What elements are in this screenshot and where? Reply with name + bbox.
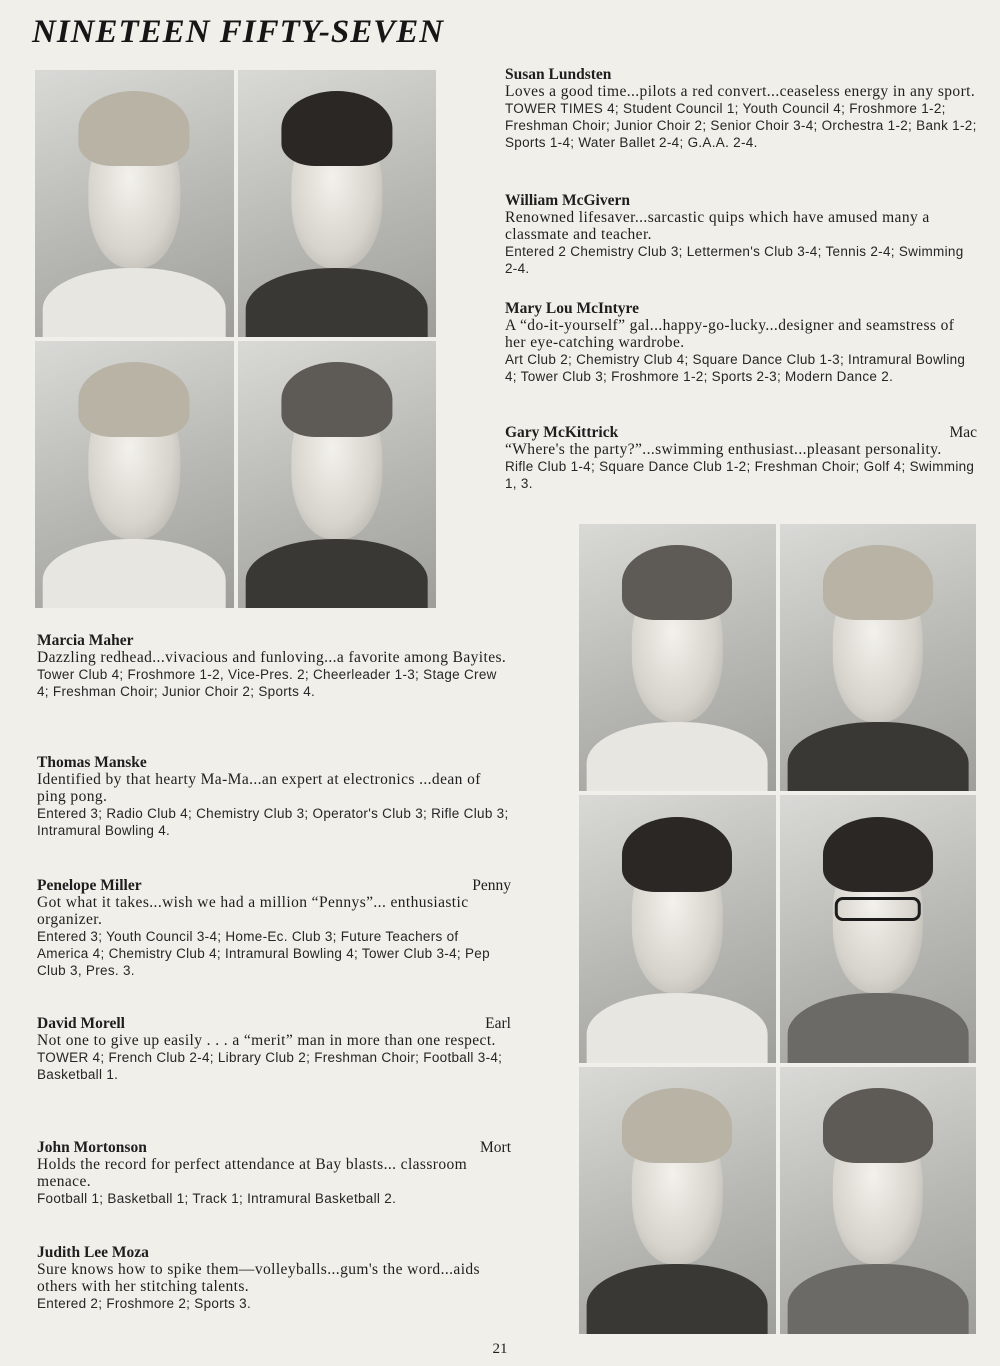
student-activities: Football 1; Basketball 1; Track 1; Intramural Basketball 2. [37, 1191, 397, 1206]
student-entry [505, 66, 977, 151]
student-description: A “do-it-yourself” gal...happy-go-lucky...designer and seamstress of her eye-catching wardrobe. [505, 317, 955, 351]
student-description: “Where's the party?”...swimming enthusiast...pleasant personality. [505, 441, 942, 458]
student-activities: Entered 3; Youth Council 3-4; Home-Ec. Club 3; Future Teachers of America 4; Chemistry Club 4; Intramural Bowling 4; Tower Club 3-4; Pep Club 3, Pres. 3. [37, 929, 490, 978]
student-activities: Art Club 2; Chemistry Club 4; Square Dance Club 1-3; Intramural Bowling 4; Tower Club 3; Froshmore 1-2; Sports 2-3; Modern Dance 2. [505, 352, 966, 384]
student-activities: Rifle Club 1-4; Square Dance Club 1-2; Freshman Choir; Golf 4; Swimming 1, 3. [505, 459, 975, 491]
student-name: Penelope Miller [37, 877, 142, 894]
student-entry [37, 877, 511, 979]
student-name: Susan Lundsten [505, 66, 612, 83]
student-entry [505, 424, 977, 492]
student-description: Loves a good time...pilots a red convert...ceaseless energy in any sport. [505, 83, 976, 100]
student-description: Renowned lifesaver...sarcastic quips which have amused many a classmate and teacher. [505, 209, 930, 243]
student-entry [37, 1139, 511, 1207]
student-description: Not one to give up easily . . . a “merit” man in more than one respect. [37, 1032, 496, 1049]
student-name: David Morell [37, 1015, 125, 1032]
portrait-photo [35, 341, 234, 608]
student-description: Sure knows how to spike them—volleyballs...gum's the word...aids others with her stitching talents. [37, 1261, 480, 1295]
student-activities: Entered 2; Froshmore 2; Sports 3. [37, 1296, 251, 1311]
student-description: Identified by that hearty Ma-Ma...an expert at electronics ...dean of ping pong. [37, 771, 481, 805]
student-description: Got what it takes...wish we had a million “Pennys”... enthusiastic organizer. [37, 894, 469, 928]
portrait-grid-top [35, 70, 436, 608]
portrait-photo [35, 70, 234, 337]
student-description: Dazzling redhead...vivacious and funloving...a favorite among Bayites. [37, 649, 507, 666]
portrait-photo [780, 524, 977, 791]
student-name: Thomas Manske [37, 754, 147, 771]
portrait-photo [780, 1067, 977, 1334]
student-nickname: Earl [485, 1015, 511, 1032]
student-entry [37, 1244, 511, 1312]
student-name: Gary McKittrick [505, 424, 619, 441]
portrait-photo [238, 70, 437, 337]
student-nickname: Mort [480, 1139, 511, 1156]
student-activities: TOWER TIMES 4; Student Council 1; Youth Council 4; Froshmore 1-2; Freshman Choir; Junior Choir 2; Senior Choir 3-4; Orchestra 1-2; Bank 1-2; Sports 1-4; Water Ballet 2-4; G.A.A. 2-4. [505, 101, 977, 150]
portrait-photo [579, 524, 776, 791]
portrait-photo [238, 341, 437, 608]
student-activities: Entered 3; Radio Club 4; Chemistry Club 3; Operator's Club 3; Rifle Club 3; Intramural Bowling 4. [37, 806, 509, 838]
student-name: Judith Lee Moza [37, 1244, 149, 1261]
student-entry [37, 632, 511, 700]
student-entry [505, 300, 977, 385]
student-entry [37, 1015, 511, 1083]
student-activities: TOWER 4; French Club 2-4; Library Club 2; Freshman Choir; Football 3-4; Basketball 1. [37, 1050, 503, 1082]
page-title: NINETEEN FIFTY-SEVEN [32, 14, 445, 50]
student-nickname: Penny [472, 877, 511, 894]
student-name: John Mortonson [37, 1139, 147, 1156]
student-entry [505, 192, 977, 277]
student-activities: Tower Club 4; Froshmore 1-2, Vice-Pres. 2; Cheerleader 1-3; Stage Crew 4; Freshman Choir; Junior Choir 2; Sports 4. [37, 667, 497, 699]
student-entry [37, 754, 511, 839]
portrait-photo [579, 1067, 776, 1334]
portrait-photo [579, 795, 776, 1062]
student-name: Marcia Maher [37, 632, 134, 649]
student-name: William McGivern [505, 192, 630, 209]
portrait-grid-bottom [579, 524, 976, 1334]
student-activities: Entered 2 Chemistry Club 3; Lettermen's Club 3-4; Tennis 2-4; Swimming 2-4. [505, 244, 964, 276]
student-nickname: Mac [949, 424, 977, 441]
portrait-photo [780, 795, 977, 1062]
student-description: Holds the record for perfect attendance at Bay blasts... classroom menace. [37, 1156, 468, 1190]
student-name: Mary Lou McIntyre [505, 300, 640, 317]
page-number: 21 [492, 1341, 508, 1357]
